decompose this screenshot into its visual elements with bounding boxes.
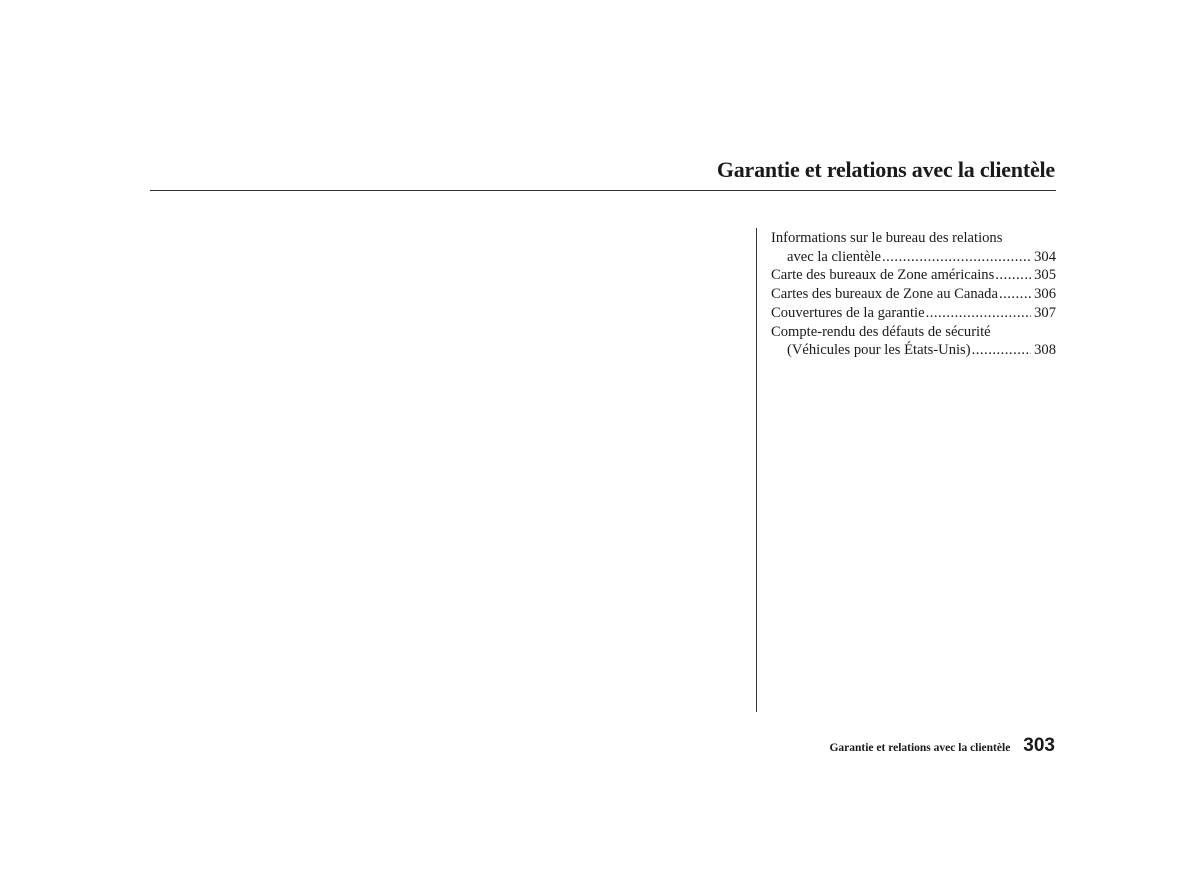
table-of-contents: [771, 229, 1056, 360]
footer-section-label: Garantie et relations avec la clientèle: [829, 742, 1011, 754]
toc-entry-safety-defects[interactable]: [771, 323, 1056, 360]
toc-entry-text-continued: (Véhicules pour les États-Unis): [787, 342, 971, 359]
toc-entry-text: Informations sur le bureau des relations: [771, 230, 1003, 246]
toc-entry-text-continued: avec la clientèle: [787, 248, 881, 265]
toc-entry-text: Couvertures de la garantie: [771, 304, 925, 321]
toc-leader-dots: [995, 266, 1031, 285]
toc-entry-canada-zone-offices[interactable]: [771, 285, 1056, 304]
toc-entry-text: Compte-rendu des défauts de sécurité: [771, 323, 991, 340]
toc-page-number: 306: [1034, 286, 1056, 303]
toc-entry-text: Cartes des bureaux de Zone au Canada: [771, 286, 998, 303]
toc-leader-dots: [926, 304, 1032, 323]
toc-page-number: 305: [1034, 267, 1056, 284]
toc-entry-us-zone-offices[interactable]: [771, 266, 1056, 285]
footer-page-number: 303: [1023, 735, 1055, 756]
page-footer: [829, 735, 1055, 757]
vertical-divider: [756, 228, 757, 712]
toc-leader-dots: [882, 248, 1031, 267]
toc-page-number: 304: [1034, 248, 1056, 265]
toc-page-number: 308: [1034, 342, 1056, 359]
title-divider: [150, 190, 1056, 191]
toc-entry-customer-relations[interactable]: [771, 229, 1056, 266]
page-title: Garantie et relations avec la clientèle: [716, 157, 1055, 182]
toc-entry-warranty-coverage[interactable]: [771, 304, 1056, 323]
toc-page-number: 307: [1034, 304, 1056, 321]
toc-leader-dots: [999, 285, 1031, 304]
toc-entry-text: Carte des bureaux de Zone américains: [771, 267, 995, 284]
toc-leader-dots: [972, 341, 1032, 360]
